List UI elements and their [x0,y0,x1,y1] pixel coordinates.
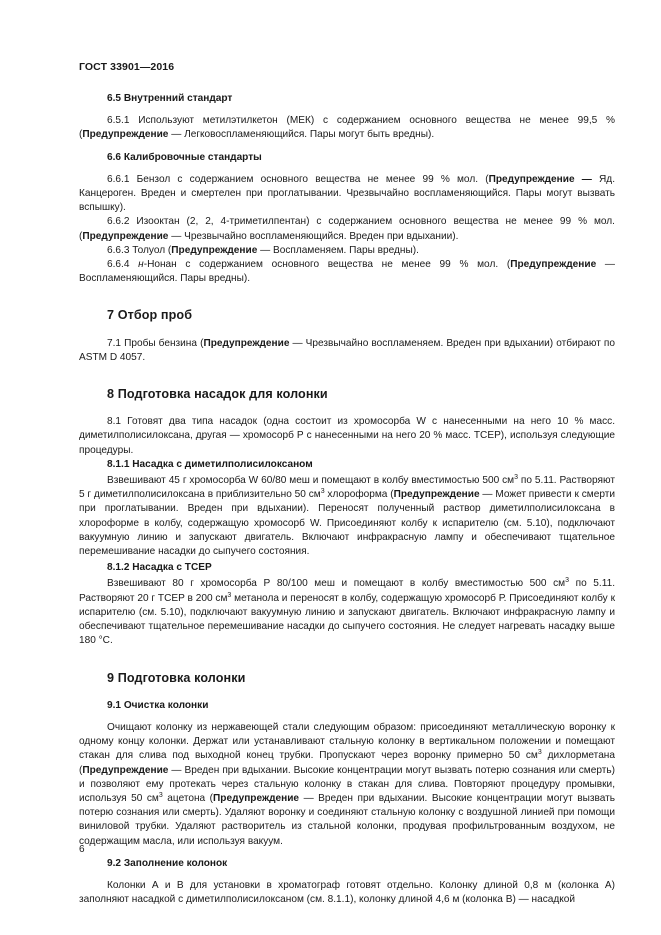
text-run: Взвешивают 80 г хромосорба Р 80/100 меш и помещают в колбу вместимостью 500 см [107,578,566,590]
subsection-9-1-heading: 9.1 Очистка колонки [107,699,209,711]
text-run: — Может привести к смерти при проглатывании. Вреден при вдыхании). Переносят полученный раствор диметилполисилоксана в хлороформе в колбу, содержащую хромосорб W. Присоединяют колбу к испарителю (см. 5.10), подключают вакуумную линию и запускают двигатель. Включают инфракрасную лампу и обеспечивают тщательное перемешивание насадки до сыпучего состояния. [79,489,615,558]
text-run: — Воспламеняющийся. Пары вредны). [79,259,615,285]
text-run: -Нонан с содержанием основного вещества не менее 99 % мол. ( [143,259,511,271]
warning-label: Предупреждение [82,129,169,141]
superscript: 3 [537,749,542,757]
text-run: Очищают колонку из нержавеющей стали следующим образом: присоединяют металлическую воронку к одному концу колонки. Держат или устанавливают стальную колонку в вертикальном положении и помещают стакан для слива под выходной конец трубки. Пропускают через воронку примерно 50 см [79,721,615,762]
text-run: дихлорметана ( [79,750,615,776]
subsection-8-1-2-heading: 8.1.2 Насадка с TCEP [107,562,212,574]
text-run: 6.6.3 Толуол ( [107,244,172,256]
section-6-5-heading: 6.5 Внутренний стандарт [107,93,233,104]
text-run: Яд. Канцероген. Вреден и смертелен при проглатывании. Чрезвычайно воспламеняющийся. Пары могут вызвать вспышку). [79,173,615,214]
text-run: 6.6.4 [107,259,139,271]
paragraph-6-5-1: 6.5.1 Используют метилэтилкетон (МЕК) с содержанием основного вещества не менее 99,5 % (Предупреждение — Легковоспламеняющийся. Пары могут быть вредны). [79,115,615,141]
text-run: — Чрезвычайно воспламеняем. Вреден при вдыхании) отбирают по ASTM D 4057. [79,337,615,363]
text-run: 7.1 Пробы бензина ( [107,337,204,349]
paragraph-8-1: 8.1 Готовят два типа насадок (одна состоит из хромосорба W с нанесенными на него 10 % масс. диметилполисилоксана, другая — хромосорб Р с нанесенными на него 20 % масс. TCEP), используя следующие процедуры. [79,416,615,456]
text-run: — Воспламеняем. Пары вредны). [257,244,419,256]
text-run: Взвешивают 45 г хромосорба W 60/80 меш и помещают в колбу вместимостью 500 см [107,475,515,487]
text-run: 6.6.2 Изооктан (2, 2, 4-триметилпентан) с содержанием основного вещества не менее 99 % мол. ( [79,216,615,242]
section-7-heading: 7 Отбор проб [107,308,193,323]
warning-label: Предупреждение [171,244,258,256]
text-run: хлороформа ( [324,489,394,501]
paragraph-9-1 [79,721,615,849]
text-run: ацетона ( [162,792,214,804]
warning-label: Предупреждение [203,337,290,349]
section-8-heading: 8 Подготовка насадок для колонки [107,387,328,402]
page-number: 6 [79,844,85,855]
text-run: по 5.11. Растворяют 5 г диметилполисилоксана в приблизительно 50 см [79,475,615,501]
paragraph-8-1-2 [79,577,615,648]
warning-label: Предупреждение [510,259,597,271]
superscript: 3 [158,791,163,799]
text-run: — Легковоспламеняющийся. Пары могут быть вредны). [168,129,435,141]
subsection-9-2-heading: 9.2 Заполнение колонок [107,857,228,869]
warning-label: Предупреждение [82,230,169,242]
text-run: метанола и переносят в колбу, содержащую хромосорб Р. Присоединяют колбу к испарителю (см. 5.10), подключают вакуумную линию и запускают двигатель. Включают инфракрасную лампу и обеспечивают тщательное перемешивание насадки до сыпучего состояния. Не следует нагревать насадку выше 180 °С. [79,592,615,647]
document-header: ГОСТ 33901—2016 [79,61,175,73]
warning-label: Предупреждение [213,792,300,804]
text-run: 6.5.1 Используют метилэтилкетон (МЕК) с содержанием основного вещества не менее 99,5 % [107,115,615,127]
paragraph-6-6-1 [79,173,615,216]
section-6-6-heading: 6.6 Калибровочные стандарты [107,151,262,163]
superscript: 3 [565,577,570,585]
superscript: 3 [514,474,519,482]
warning-label: Предупреждение [393,489,480,501]
text-run: — Вреден при вдыхании. Высокие концентрации могут вызвать потерю сознания или смерть) и позволяют ему протекать через стальную колонку в стакан для слива. Повторяют процедуру промывки, используя 50 см [79,764,615,804]
text-run: 6.6.1 Бензол с содержанием основного вещества не менее 99 % мол. ( [107,173,489,185]
paragraph-6-6-2 [79,215,615,243]
text-run: — Вреден при вдыхании. Высокие концентрации могут вызвать потерю сознания или смерть). Удаляют воронку и соединяют стальную колонку с воздушной линией при помощи виниловой трубки. Удаляют растворитель из стальной колонки, продувая профильтрованным воздухом, не содержащим масла, или используя вакуум. [79,792,615,847]
superscript: 3 [227,591,232,599]
paragraph-6-6-3 [79,244,615,258]
italic-n: н [138,259,144,271]
paragraph-7-1 [79,337,615,365]
paragraph-9-2: Колонки А и В для установки в хроматограф готовят отдельно. Колонку длиной 0,8 м (колонка А) заполняют насадкой с диметилполисилоксаном (см. 8.1.1), колонку длиной 4,6 м (колонка В) — насадкой [79,879,615,906]
text-run: по 5.11. Растворяют 20 г TCEP в 200 см [79,578,615,604]
paragraph-8-1-1 [79,474,615,559]
section-9-heading: 9 Подготовка колонки [107,670,246,685]
document-body [79,92,615,907]
text-run: — Чрезвычайно воспламеняющийся. Вреден при вдыхании). [168,230,459,242]
warning-label: Предупреждение — [488,173,592,185]
warning-label: Предупреждение [82,764,169,776]
superscript: 3 [320,488,325,496]
paragraph-6-6-4 [79,258,615,286]
subsection-8-1-1-heading: 8.1.1 Насадка с диметилполисилоксаном [107,458,313,470]
